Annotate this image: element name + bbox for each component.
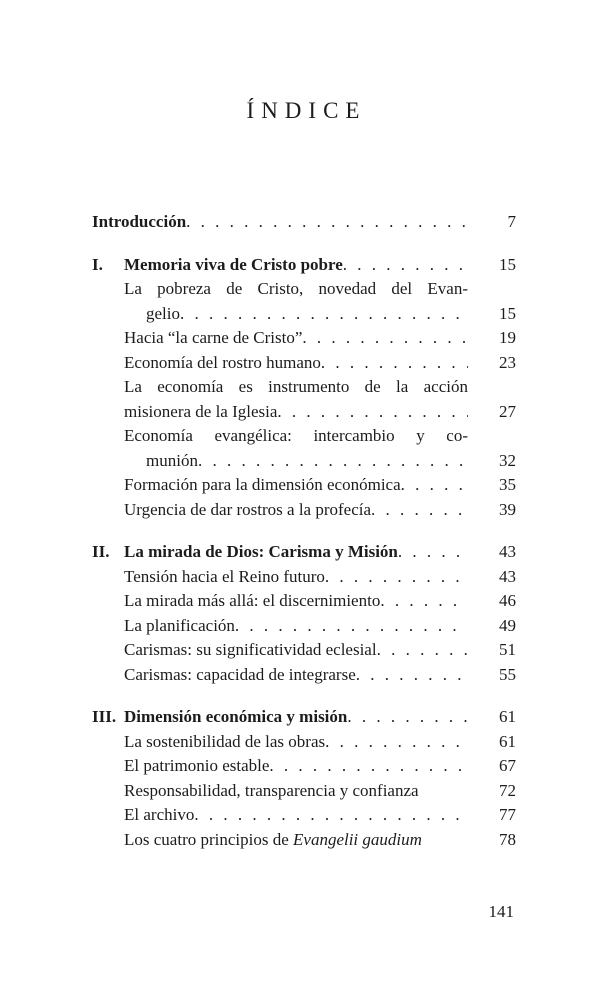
toc-entry[interactable]: [92, 730, 516, 755]
toc-entry-title: Tensión hacia el Reino futuro: [124, 566, 325, 586]
toc-entry-title: El patrimonio estable: [124, 756, 270, 775]
toc-entry[interactable]: [92, 565, 516, 590]
leader-dots: [356, 663, 468, 688]
toc-entry-title: Carismas: su significatividad eclesial: [124, 640, 377, 659]
toc-entry[interactable]: [92, 589, 516, 614]
leader-dots: [302, 326, 468, 351]
leader-dots: [371, 498, 468, 523]
toc-entry-title: Urgencia de dar rostros a la profecía: [124, 499, 372, 519]
toc-entry[interactable]: [92, 754, 516, 779]
toc-entry[interactable]: [92, 277, 516, 326]
page-title: ÍNDICE: [246, 98, 367, 123]
toc-entry-title: Responsabilidad, transparencia y confianza: [124, 780, 419, 800]
toc-entry-title: El archivo: [124, 805, 195, 824]
toc-entry-title: munión: [146, 450, 198, 470]
toc-page-number: 77: [499, 805, 516, 824]
toc-page-number: 78: [499, 829, 516, 849]
toc-page-number: 39: [499, 499, 516, 519]
toc-section-3: [92, 705, 516, 852]
toc-intro: [92, 210, 516, 235]
toc-page-number: 61: [499, 707, 516, 726]
toc-entry-title: La pobreza de Cristo, novedad del Evan-: [124, 279, 468, 298]
section-title: Dimensión económica y misión: [124, 707, 348, 726]
toc-entry-title: La planificación: [124, 615, 235, 635]
toc-entry-title: La mirada más allá: el discernimiento: [124, 591, 381, 610]
section-numeral: III.: [92, 707, 117, 726]
leader-dots: [198, 449, 468, 474]
toc-entry[interactable]: [92, 351, 516, 376]
toc-entry-title: Formación para la dimensión económica: [124, 475, 401, 494]
toc-entry[interactable]: [92, 498, 516, 523]
toc-entry-title: La sostenibilidad de las obras: [124, 731, 326, 751]
leader-dots: [380, 589, 468, 614]
toc-entry[interactable]: [92, 424, 516, 473]
toc-entry-title: Los cuatro principios de: [124, 829, 294, 849]
page-number: 141: [488, 902, 514, 921]
toc-page-number: 49: [499, 615, 516, 635]
toc-section-heading[interactable]: [92, 540, 516, 565]
toc-page-number: 7: [507, 212, 516, 231]
leader-dots: [347, 705, 468, 730]
section-numeral: I.: [92, 254, 103, 274]
leader-dots: [321, 351, 468, 376]
toc-entry[interactable]: [92, 614, 516, 639]
leader-dots: [325, 565, 468, 590]
toc-page-number: 15: [499, 303, 516, 323]
toc-page-number: 51: [499, 640, 516, 659]
leader-dots: [398, 540, 468, 565]
toc-entry-title: Carismas: capacidad de integrarse: [124, 664, 356, 684]
toc-entry[interactable]: [92, 210, 516, 235]
toc-page-number: 46: [499, 591, 516, 610]
toc-entry-title: misionera de la Iglesia: [124, 401, 278, 421]
toc-section-heading[interactable]: [92, 253, 516, 278]
toc-entry-title: Economía evangélica: intercambio y co-: [124, 426, 468, 445]
toc-page-number: 43: [499, 542, 516, 561]
toc-page-number: 32: [499, 450, 516, 470]
section-numeral: II.: [92, 542, 110, 561]
toc-section-1: [92, 253, 516, 523]
table-of-contents: [92, 210, 516, 870]
toc-page-number: 61: [499, 731, 516, 751]
leader-dots: [180, 302, 468, 327]
leader-dots: [235, 614, 468, 639]
toc-section-heading[interactable]: [92, 705, 516, 730]
toc-page-number: 72: [499, 780, 516, 800]
toc-entry[interactable]: [92, 663, 516, 688]
toc-entry[interactable]: [92, 326, 516, 351]
toc-page-number: 27: [499, 401, 516, 421]
toc-entry-title: Introducción: [92, 212, 187, 231]
toc-page-number: 55: [499, 664, 516, 684]
toc-entry[interactable]: [92, 828, 516, 853]
toc-entry-title: gelio: [146, 303, 180, 323]
toc-page-number: 23: [499, 352, 516, 372]
toc-page-number: 43: [499, 566, 516, 586]
toc-entry-title-italic: Evangelii gaudium: [293, 829, 422, 849]
leader-dots: [269, 754, 468, 779]
toc-entry-title: Economía del rostro humano: [124, 352, 321, 372]
toc-entry[interactable]: [92, 779, 516, 804]
toc-entry-title: Hacia “la carne de Cristo”: [124, 328, 303, 347]
leader-dots: [194, 803, 468, 828]
toc-page-number: 35: [499, 475, 516, 494]
leader-dots: [401, 473, 468, 498]
toc-entry[interactable]: [92, 375, 516, 424]
leader-dots: [325, 730, 468, 755]
leader-dots: [277, 400, 468, 425]
toc-entry[interactable]: [92, 473, 516, 498]
leader-dots: [186, 210, 468, 235]
toc-entry[interactable]: [92, 638, 516, 663]
section-title: Memoria viva de Cristo pobre: [124, 254, 343, 274]
leader-dots: [377, 638, 468, 663]
toc-page-number: 19: [499, 328, 516, 347]
section-title: La mirada de Dios: Carisma y Misión: [124, 542, 398, 561]
toc-page-number: 15: [499, 254, 516, 274]
toc-entry-title: La economía es instrumento de la acción: [124, 377, 468, 396]
toc-page-number: 67: [499, 756, 516, 775]
toc-entry[interactable]: [92, 803, 516, 828]
toc-section-2: [92, 540, 516, 687]
leader-dots: [343, 253, 468, 278]
